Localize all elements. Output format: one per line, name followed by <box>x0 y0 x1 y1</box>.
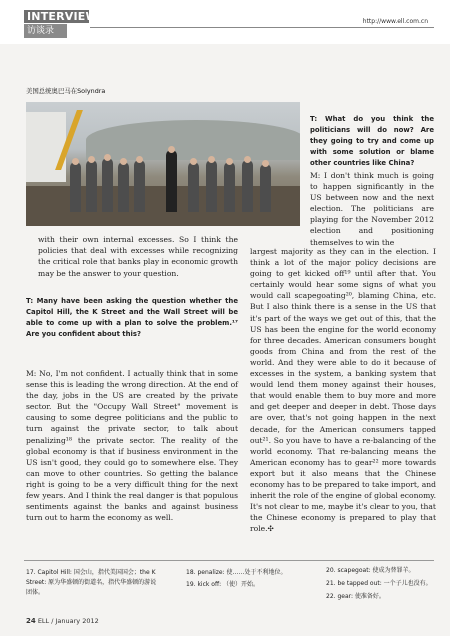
footnote-19: 19. kick off: （使）开始。 <box>186 581 260 588</box>
section-title: INTERVIEW <box>24 10 89 23</box>
footnote-20: 20. scapegoat: 使成为替罪羊。 <box>326 567 415 574</box>
question-1: T: Many have been asking the question whether the Capitol Hill, the K Street and the Wall Street will be able to come up with a plan to solve the problem.¹⁷ Are you confident about this? <box>26 297 238 338</box>
footnote-17: 17. Capitol Hill: 国会山，指代美国国会；the K Street: 原为华盛顿的街道名，指代华盛顿的游说团体。 <box>26 569 157 596</box>
page-footer <box>26 617 99 625</box>
photo-caption: 美国总统奥巴马在Solyndra <box>26 87 106 95</box>
answer-1: M: No, I'm not confident. I actually think that in some sense this is leading the wrong direction. At the end of the day, jobs in the US are created by the private sector. But the "Occupy Wall Street" movement is causing to some degree politicians and the public to turn against the private sector, to talk about penalizing¹⁸ the private sector. The reality of the global economy is that if business environment in the US isn't good, they could go to somewhere else. They can move to other countries. So getting the balance right is going to be a very difficult thing for the next few years. And I think the real danger is that populous sentiments against the banks and against business turn out to harm the economy as well. <box>26 369 238 523</box>
answer-2-rest: largest majority as they can in the election. I think a lot of the major policy decisions are going to get kicked off¹⁹ until after that. You certainly would hear some signs of what you would call scapegoating²⁰, blaming China, etc. But I also think there is a sense in the US that it's part of the ways we get out of this, that the US has been the engine for the world economy for three decades. American consumers bought goods from China and from the rest of the world. And they were able to do it because of excesses in the system, a banking system that would lend them money against their houses, that would enable them to buy more and more and get deeper and deeper in debt. Those days are over, that's not going happen in the next decade, for the American consumers tapped out²¹. So you have to have a re-balancing of the world economy. That re-balancing means the American economy has to gear²² more towards export but it also means that the Chinese economy has to be prepared to take import, and inherit the role of the engine of global economy. It's not clear to me, maybe it's clear to you, that the Chinese economy is prepared to play that role.✣ <box>250 247 436 534</box>
article-photo <box>26 102 300 226</box>
section-subtitle: 访谈录 <box>24 24 67 38</box>
page-number: 24 <box>26 617 36 625</box>
footnote-divider <box>24 560 434 561</box>
footnote-22: 22. gear: 使准备好。 <box>326 593 385 600</box>
header-rule <box>90 27 434 28</box>
footnote-21: 21. be tapped out: 一个子儿也没有。 <box>326 580 432 587</box>
footnote-18: 18. penalize: 使……处于不利地位。 <box>186 569 287 576</box>
paragraph-1: with their own internal excesses. So I think the policies that deal with excesses while recognizing the critical role that banks play in economic growth may be the answer to your question. <box>38 235 238 278</box>
question-2: T: What do you think the politicians will do now? Are they going to try and come up with some solution or blame other countries like China? <box>310 115 434 167</box>
page-header <box>0 0 450 44</box>
site-url: http://www.ell.com.cn <box>362 18 428 25</box>
answer-2-top: M: I don't think much is going to happen significantly in the US between now and the next election. The politicians are playing for the November 2012 election and positioning themselves to win the <box>310 171 434 247</box>
issue-label: ELL / January 2012 <box>37 617 99 625</box>
